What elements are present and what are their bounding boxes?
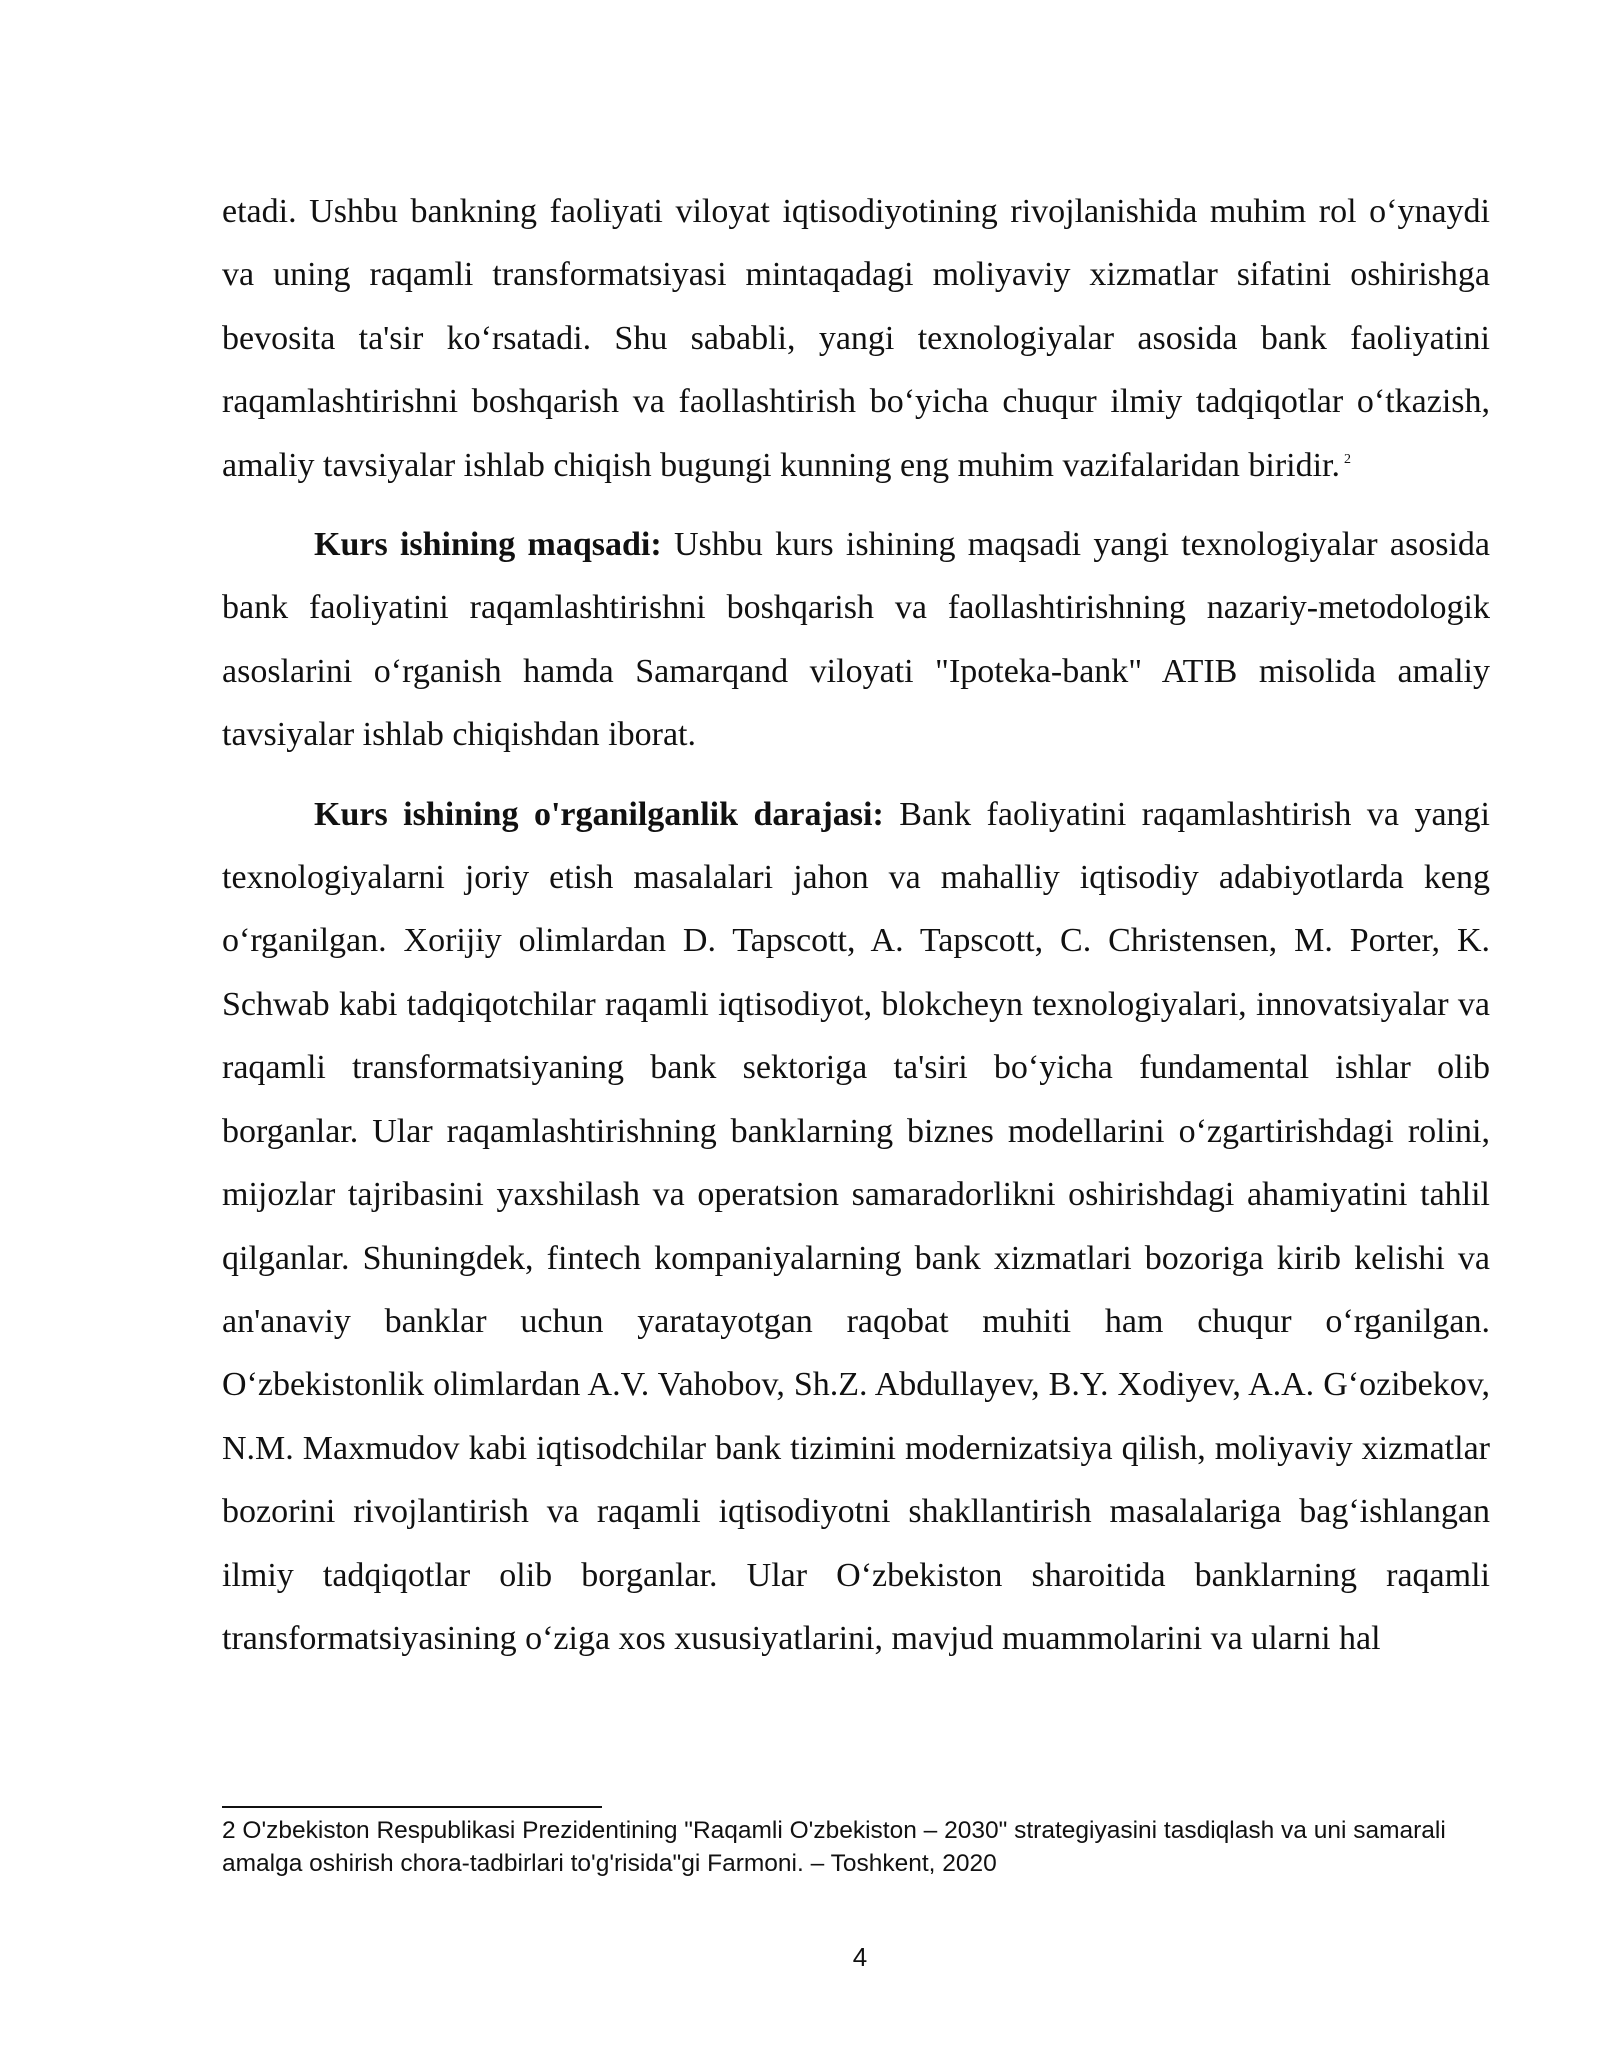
paragraph-text: Bank faoliyatini raqamlashtirish va yangi texnologiyalarni joriy etish masalalari jahon va mahalliy iqtisodiy adabiyotlarda keng o‘rganilgan. Xorijiy olimlardan D. Tapscott, A. Tapscott, C. Christensen, M. Porter, K. Schwab kabi tadqiqotchilar raqamli iqtisodiyot, blokcheyn texnologiyalari, innovatsiyalar va raqamli transformatsiyaning bank sektoriga ta'siri bo‘yicha fundamental ishlar olib borganlar. Ular raqamlashtirishning banklarning biznes modellarini o‘zgartirishdagi rolini, mijozlar tajribasini yaxshilash va operatsion samaradorlikni oshirishdagi ahamiyatini tahlil qilganlar. Shuningdek, fintech kompaniyalarning bank xizmatlari bozoriga kirib kelishi va an'anaviy banklar uchun yaratayotgan raqobat muhiti ham chuqur o‘rganilgan. O‘zbekistonlik olimlardan A.V. Vahobov, Sh.Z. Abdullayev, B.Y. Xodiyev, A.A. G‘ozibekov, N.M. Maxmudov kabi iqtisodchilar bank tizimini modernizatsiya qilish, moliyaviy xizmatlar bozorini rivojlantirish va raqamli iqtisodiyotni shakllantirish masalalariga bag‘ishlangan ilmiy tadqiqotlar olib borganlar. Ular O‘zbekiston sharoitida banklarning raqamli transformatsiyasining o‘ziga xos xususiyatlarini, mavjud muammolarini va ularni hal: [222, 795, 1490, 1657]
paragraph-text: etadi. Ushbu bankning faoliyati viloyat iqtisodiyotining rivojlanishida muhim rol o‘ynaydi va uning raqamli transformatsiyasi mintaqadagi moliyaviy xizmatlar sifatini oshirishga bevosita ta'sir ko‘rsatadi. Shu sababli, yangi texnologiyalar asosida bank faoliyatini raqamlashtirishni boshqarish va faollashtirish bo‘yicha chuqur ilmiy tadqiqotlar o‘tkazish, amaliy tavsiyalar ishlab chiqish bugungi kunning eng muhim vazifalaridan biridir.: [222, 193, 1490, 484]
paragraph-lead-heading: Kurs ishining o'rganilganlik darajasi:: [314, 795, 884, 833]
footnote-reference: 2: [1343, 452, 1351, 468]
paragraph-lead-heading: Kurs ishining maqsadi:: [314, 526, 662, 564]
paragraph-intro-continuation: [222, 180, 1490, 497]
paragraph-course-goal: [222, 513, 1490, 767]
paragraph-study-level: [222, 783, 1490, 1671]
footnote: 2 O'zbekiston Respublikasi Prezidentining "Raqamli O'zbekiston – 2030" strategiyasini tasdiqlash va uni samarali amalga oshirish chora-tadbirlari to'g'risida"gi Farmoni. – Toshkent, 2020: [222, 1817, 1446, 1877]
paragraph-text: Ushbu kurs ishining maqsadi yangi texnologiyalar asosida bank faoliyatini raqamlashtirishni boshqarish va faollashtirishning nazariy-metodologik asoslarini o‘rganish hamda Samarqand viloyati "Ipoteka-bank" ATIB misolida amaliy tavsiyalar ishlab chiqishdan iborat.: [222, 526, 1490, 754]
page-number: 4: [852, 1942, 868, 1972]
document-body: [222, 180, 1490, 1670]
footnote-separator: [222, 1806, 602, 1808]
